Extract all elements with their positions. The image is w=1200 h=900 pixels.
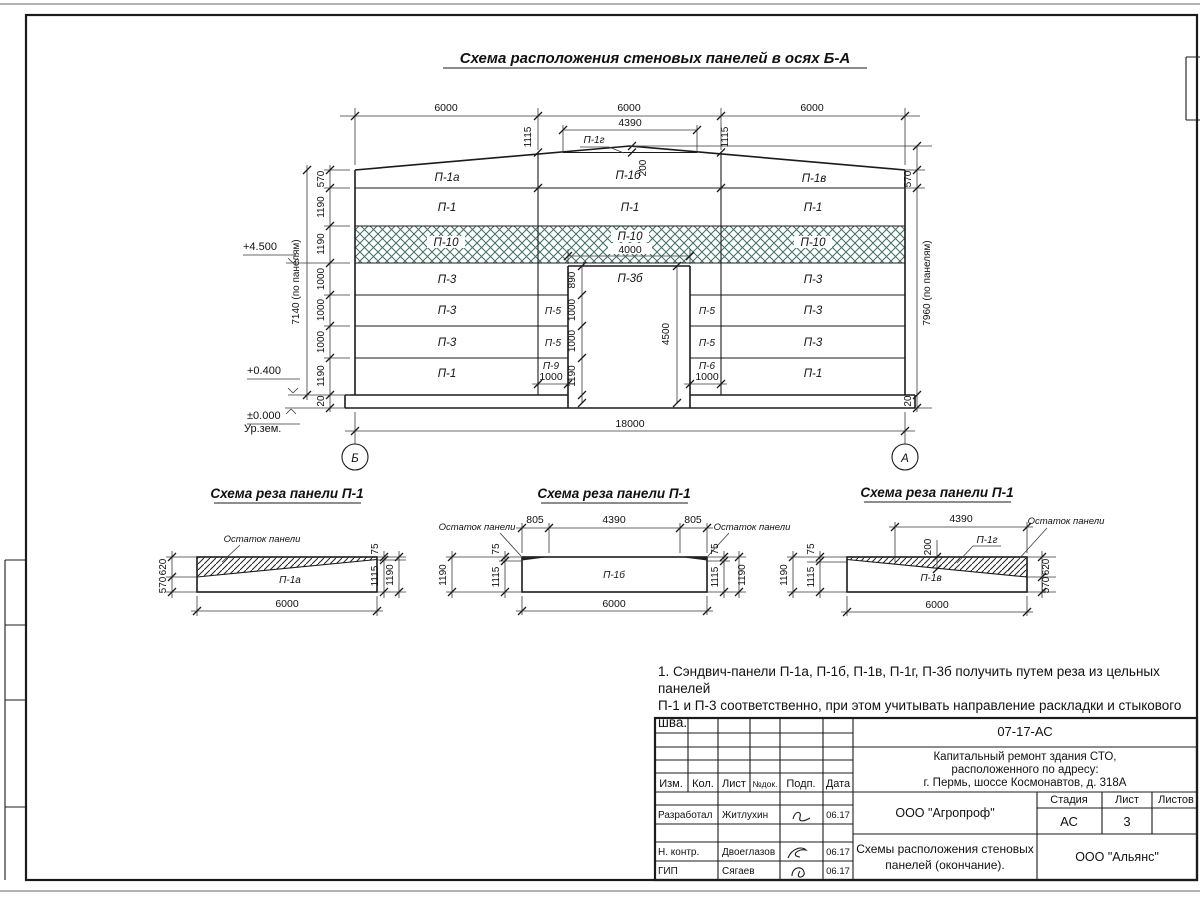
dim-right-20: 20 bbox=[903, 395, 914, 407]
panel-p5-lr: П-5 bbox=[698, 338, 716, 349]
cut1-panel-label: П-1а bbox=[279, 575, 301, 586]
panel-p5-ml: П-5 bbox=[544, 306, 562, 317]
dim-chain-570: 570 bbox=[316, 170, 327, 188]
dim-chain-1000a: 1000 bbox=[316, 267, 327, 291]
cut1-dim-620: 620 bbox=[158, 558, 169, 576]
cut3-dim-200: 200 bbox=[923, 538, 934, 556]
dim-slope-right: 1115 bbox=[720, 126, 731, 148]
tb-sheet-value: 3 bbox=[1123, 814, 1131, 829]
dim-bay1: 6000 bbox=[434, 102, 458, 114]
cut2-dim-4390: 4390 bbox=[602, 514, 626, 526]
mark-upper: +4.500 bbox=[243, 241, 277, 253]
dim-door-height: 4500 bbox=[661, 322, 672, 346]
cut1-dim-75: 75 bbox=[370, 543, 381, 555]
elevation-panel-labels bbox=[427, 170, 832, 380]
signature-1 bbox=[793, 812, 810, 821]
dim-ridge-width: 4390 bbox=[618, 117, 642, 129]
tb-col-ndok: №док. bbox=[752, 779, 778, 789]
cut1-title: Схема реза панели П-1 bbox=[210, 486, 364, 501]
panel-p1-br: П-1 bbox=[803, 368, 823, 380]
note-line-2: П-1 и П-3 соответственно, при этом учитывать направление раскладки и стыкового шва. bbox=[658, 698, 1182, 730]
tb-contractor: ООО "Альянс" bbox=[1075, 850, 1159, 864]
dim-bay3: 6000 bbox=[800, 102, 824, 114]
cut3-leftover-label: Остаток панели bbox=[1027, 516, 1105, 527]
tb-col-list: Лист bbox=[722, 778, 746, 790]
dim-p6-width: 1000 bbox=[695, 371, 719, 383]
tb-row2-role: Н. контр. bbox=[658, 847, 700, 858]
panel-p1-r1a: П-1 bbox=[437, 202, 457, 214]
cut-diagram-1 bbox=[158, 486, 406, 616]
cut2-panel-label: П-1б bbox=[603, 570, 625, 581]
cut3-dim-1115: 1115 bbox=[806, 566, 817, 588]
panel-p10-right: П-10 bbox=[800, 237, 826, 249]
elevation-linework bbox=[285, 146, 932, 408]
panel-p1a: П-1а bbox=[434, 172, 460, 184]
cut3-dim-4390: 4390 bbox=[949, 513, 973, 525]
signature-2 bbox=[788, 848, 806, 858]
tb-project-line3: г. Пермь, шоссе Космонавтов, д. 318А bbox=[923, 777, 1127, 789]
dim-chain-1190c: 1190 bbox=[316, 365, 327, 387]
mark-ground-label: Ур.зем. bbox=[244, 423, 282, 435]
dim-chain-1000c: 1000 bbox=[316, 330, 327, 354]
tb-col-izm: Изм. bbox=[659, 778, 683, 790]
cut2-dim-805r: 805 bbox=[684, 514, 702, 526]
panel-p3-tl: П-3 bbox=[437, 274, 457, 286]
title-block bbox=[655, 718, 1197, 880]
tb-col-podp: Подп. bbox=[786, 778, 816, 790]
tb-sheets-label: Листов bbox=[1158, 794, 1194, 806]
tb-doc-number: 07-17-АС bbox=[997, 724, 1053, 739]
dim-right-570: 570 bbox=[903, 170, 914, 188]
cut3-dim-570: 570 bbox=[1041, 576, 1052, 594]
cut2-dim-1190r: 1190 bbox=[737, 564, 748, 586]
tb-sheet-title-1: Схемы расположения стеновых bbox=[856, 842, 1034, 856]
main-title: Схема расположения стеновых панелей в осях Б-А bbox=[459, 50, 851, 67]
tb-sheet-title-2: панелей (окончание). bbox=[885, 858, 1005, 872]
cut3-dim-1190: 1190 bbox=[779, 564, 790, 586]
tb-row2-date: 06.17 bbox=[826, 847, 850, 858]
panel-p10-mid: П-10 bbox=[617, 231, 643, 243]
cut1-dim-6000: 6000 bbox=[275, 598, 299, 610]
tb-project-line2: расположенного по адресу: bbox=[951, 764, 1099, 776]
panel-p10-left: П-10 bbox=[433, 237, 459, 249]
panel-p3-ml: П-3 bbox=[437, 305, 457, 317]
cut2-leftover-left: Остаток панели bbox=[438, 522, 516, 533]
dim-door-chain-3: 1000 bbox=[567, 329, 578, 353]
panel-p9: П-9 bbox=[542, 361, 560, 372]
cut-diagram-2 bbox=[438, 486, 791, 615]
cut2-dim-1115l: 1115 bbox=[491, 566, 502, 588]
panel-p5-mr: П-5 bbox=[698, 306, 716, 317]
cut2-leftover-right: Остаток панели bbox=[713, 522, 791, 533]
cut1-dim-1190: 1190 bbox=[385, 564, 396, 586]
panel-p1-r1b: П-1 bbox=[620, 202, 640, 214]
dim-door-chain-2: 1000 bbox=[567, 298, 578, 322]
cut1-dim-1115: 1115 bbox=[370, 565, 381, 587]
tb-row1-name: Житлухин bbox=[722, 810, 769, 821]
panel-p6: П-6 bbox=[698, 361, 716, 372]
dim-door-chain-1: 890 bbox=[567, 271, 578, 289]
tb-col-kol: Кол. bbox=[692, 778, 714, 790]
panel-p1v: П-1в bbox=[801, 173, 827, 185]
dim-p9-width: 1000 bbox=[539, 371, 563, 383]
panel-p1-bl: П-1 bbox=[437, 368, 457, 380]
dim-total-width: 18000 bbox=[615, 418, 645, 430]
dim-chain-1190a: 1190 bbox=[316, 196, 327, 218]
signature-3 bbox=[792, 868, 804, 877]
tb-sheet-label: Лист bbox=[1115, 794, 1139, 806]
dim-chain-1000b: 1000 bbox=[316, 298, 327, 322]
panel-p3-tr: П-3 bbox=[803, 274, 823, 286]
note-text bbox=[658, 663, 1200, 731]
tb-col-data: Дата bbox=[825, 778, 851, 790]
panel-label-p1g: П-1г bbox=[583, 135, 605, 146]
tb-row2-name: Двоеглазов bbox=[722, 847, 776, 858]
cut2-dim-1115r: 1115 bbox=[710, 566, 721, 588]
tb-org: ООО "Агропроф" bbox=[895, 806, 995, 820]
cut2-title: Схема реза панели П-1 bbox=[537, 486, 691, 501]
cut3-dim-75: 75 bbox=[806, 543, 817, 555]
elevation-dimensions bbox=[243, 102, 933, 470]
panel-p1-r1c: П-1 bbox=[803, 202, 823, 214]
panel-p3b: П-3б bbox=[617, 273, 643, 285]
panel-p3-mr: П-3 bbox=[803, 305, 823, 317]
axis-label-left: Б bbox=[351, 453, 359, 465]
tb-stage-label: Стадия bbox=[1050, 794, 1088, 806]
cut-diagram-3 bbox=[779, 485, 1105, 616]
dim-slope-left: 1115 bbox=[523, 126, 534, 148]
cut3-dim-6000: 6000 bbox=[925, 599, 949, 611]
dim-door-width: 4000 bbox=[618, 244, 642, 256]
cut1-leftover-label: Остаток панели bbox=[223, 534, 301, 545]
dim-left-total: 7140 (по панелям) bbox=[291, 239, 302, 325]
dim-right-total: 7960 (по панелям) bbox=[922, 240, 933, 326]
mark-lower: +0.400 bbox=[247, 365, 281, 377]
cut3-title: Схема реза панели П-1 bbox=[860, 485, 1014, 500]
cut3-dim-620: 620 bbox=[1041, 558, 1052, 576]
mark-zero: ±0.000 bbox=[247, 410, 281, 422]
dim-chain-20: 20 bbox=[316, 395, 327, 407]
dim-bay2: 6000 bbox=[617, 102, 641, 114]
tb-row3-name: Сягаев bbox=[722, 866, 755, 877]
dim-ridge-height: 200 bbox=[638, 159, 649, 177]
panel-p5-ll: П-5 bbox=[544, 338, 562, 349]
left-margin-boxes bbox=[5, 560, 26, 880]
tb-row1-role: Разработал bbox=[658, 810, 713, 821]
cut2-dim-805l: 805 bbox=[526, 514, 544, 526]
panel-p3-lr: П-3 bbox=[803, 337, 823, 349]
cut2-dim-6000: 6000 bbox=[602, 598, 626, 610]
cut2-dim-1190l: 1190 bbox=[438, 564, 449, 586]
panel-p1b: П-1б bbox=[615, 170, 641, 182]
tb-project-line1: Капитальный ремонт здания СТО, bbox=[933, 751, 1117, 763]
cut3-panel-bottom-label: П-1в bbox=[920, 573, 942, 584]
tb-stage-value: АС bbox=[1060, 814, 1078, 829]
dim-door-chain-4: 1190 bbox=[567, 365, 578, 387]
tb-row3-role: ГИП bbox=[658, 866, 678, 877]
cut2-dim-75l: 75 bbox=[491, 543, 502, 555]
tb-row1-date: 06.17 bbox=[826, 810, 850, 821]
cut3-panel-top-label: П-1г bbox=[976, 535, 998, 546]
dim-chain-1190b: 1190 bbox=[316, 233, 327, 255]
cut1-dim-570: 570 bbox=[158, 576, 169, 594]
note-line-1: 1. Сэндвич-панели П-1а, П-1б, П-1в, П-1г, П-3б получить путем реза из цельных панелей bbox=[658, 664, 1160, 696]
cut2-dim-75r: 75 bbox=[710, 543, 721, 555]
axis-label-right: А bbox=[901, 453, 909, 465]
panel-p3-ll: П-3 bbox=[437, 337, 457, 349]
tb-row3-date: 06.17 bbox=[826, 866, 850, 877]
